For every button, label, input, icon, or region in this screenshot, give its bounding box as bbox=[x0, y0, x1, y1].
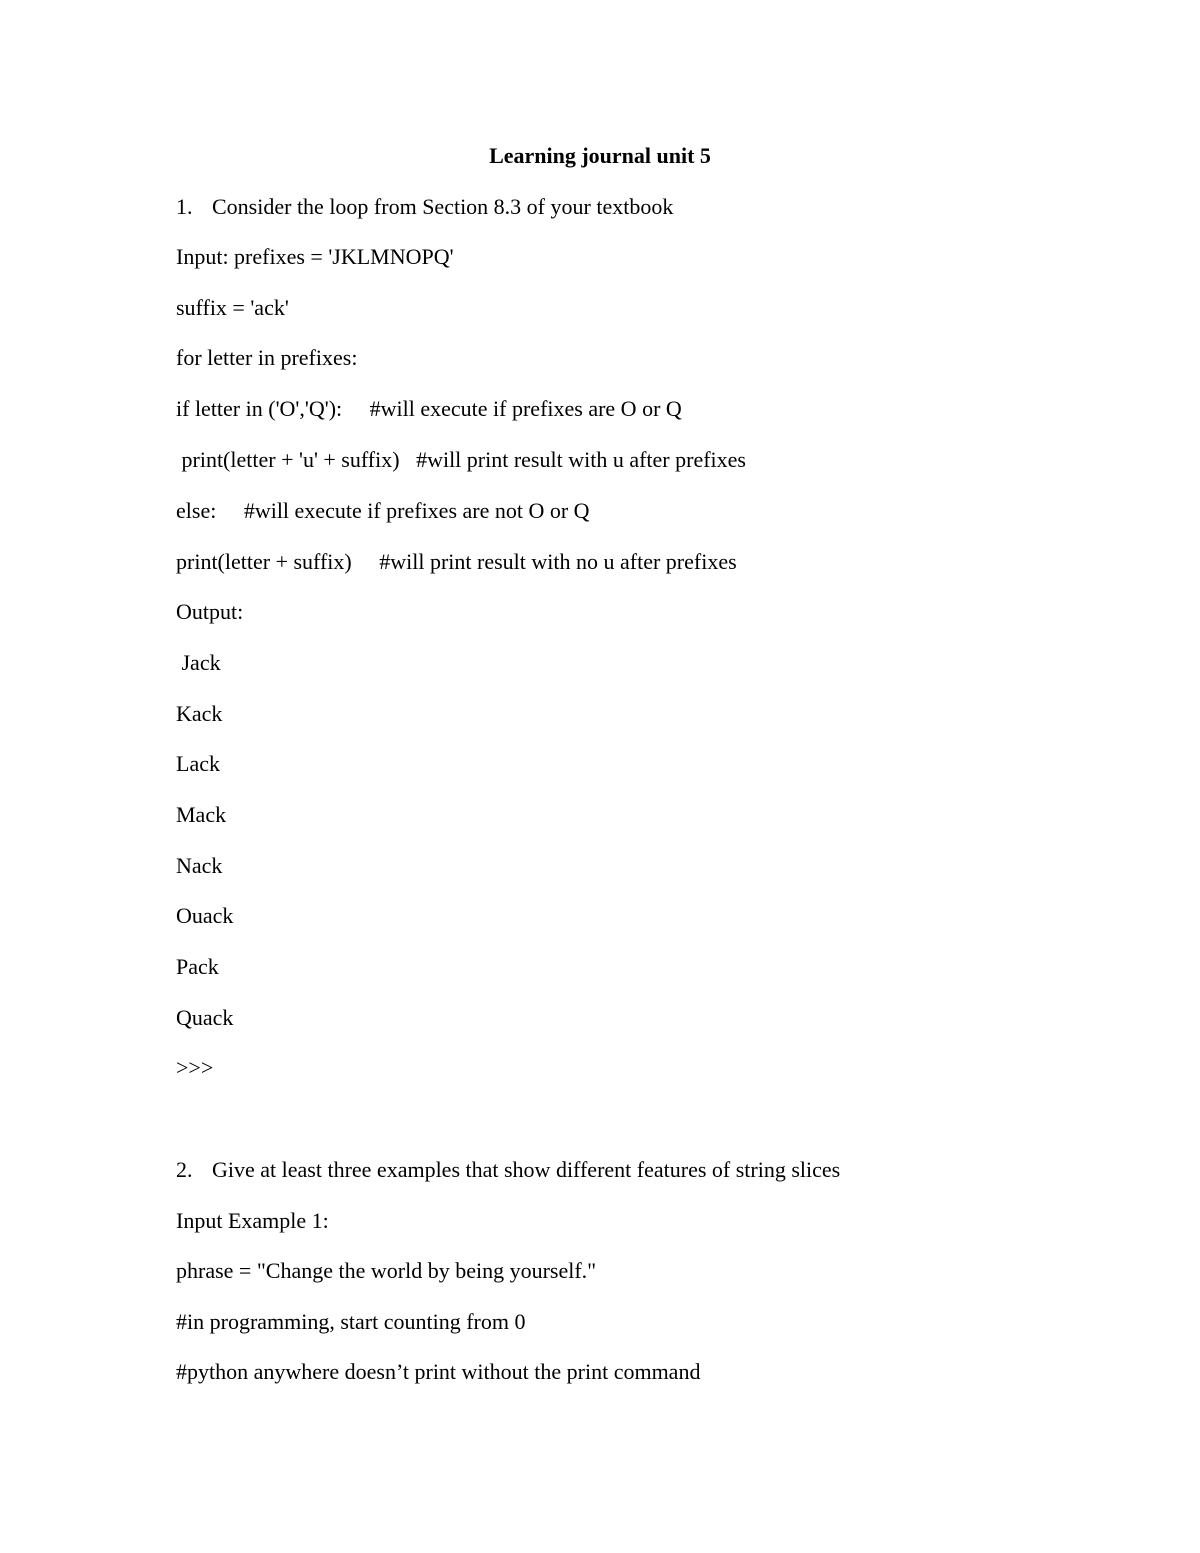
question-1-prompt: Consider the loop from Section 8.3 of your textbook bbox=[212, 194, 674, 219]
output-line: Ouack bbox=[176, 903, 234, 928]
document-title: Learning journal unit 5 bbox=[489, 143, 711, 168]
code-line: print(letter + suffix) #will print result with no u after prefixes bbox=[176, 549, 737, 574]
output-line: Nack bbox=[176, 853, 223, 878]
code-line: print(letter + 'u' + suffix) #will print result with u after prefixes bbox=[176, 447, 746, 472]
output-line: Jack bbox=[176, 650, 221, 675]
code-line: if letter in ('O','Q'): #will execute if prefixes are O or Q bbox=[176, 396, 682, 421]
code-line: Input: prefixes = 'JKLMNOPQ' bbox=[176, 244, 454, 269]
example-line: #python anywhere doesn’t print without the print command bbox=[176, 1359, 701, 1384]
output-line: >>> bbox=[176, 1055, 214, 1080]
output-line: Mack bbox=[176, 802, 227, 827]
output-label: Output: bbox=[176, 599, 244, 624]
code-line: for letter in prefixes: bbox=[176, 345, 358, 370]
output-line: Quack bbox=[176, 1005, 234, 1030]
code-line: else: #will execute if prefixes are not O or Q bbox=[176, 498, 590, 523]
example-line: Input Example 1: bbox=[176, 1208, 329, 1233]
output-line: Kack bbox=[176, 701, 223, 726]
output-line: Pack bbox=[176, 954, 219, 979]
question-2-prompt: Give at least three examples that show different features of string slices bbox=[212, 1157, 841, 1182]
question-1-heading bbox=[176, 194, 673, 220]
question-2-heading bbox=[176, 1157, 840, 1183]
example-line: phrase = "Change the world by being yourself." bbox=[176, 1258, 597, 1283]
code-line: suffix = 'ack' bbox=[176, 295, 289, 320]
question-2-number: 2. bbox=[176, 1157, 193, 1182]
question-1-number: 1. bbox=[176, 194, 193, 219]
output-line: Lack bbox=[176, 751, 220, 776]
example-line: #in programming, start counting from 0 bbox=[176, 1309, 526, 1334]
